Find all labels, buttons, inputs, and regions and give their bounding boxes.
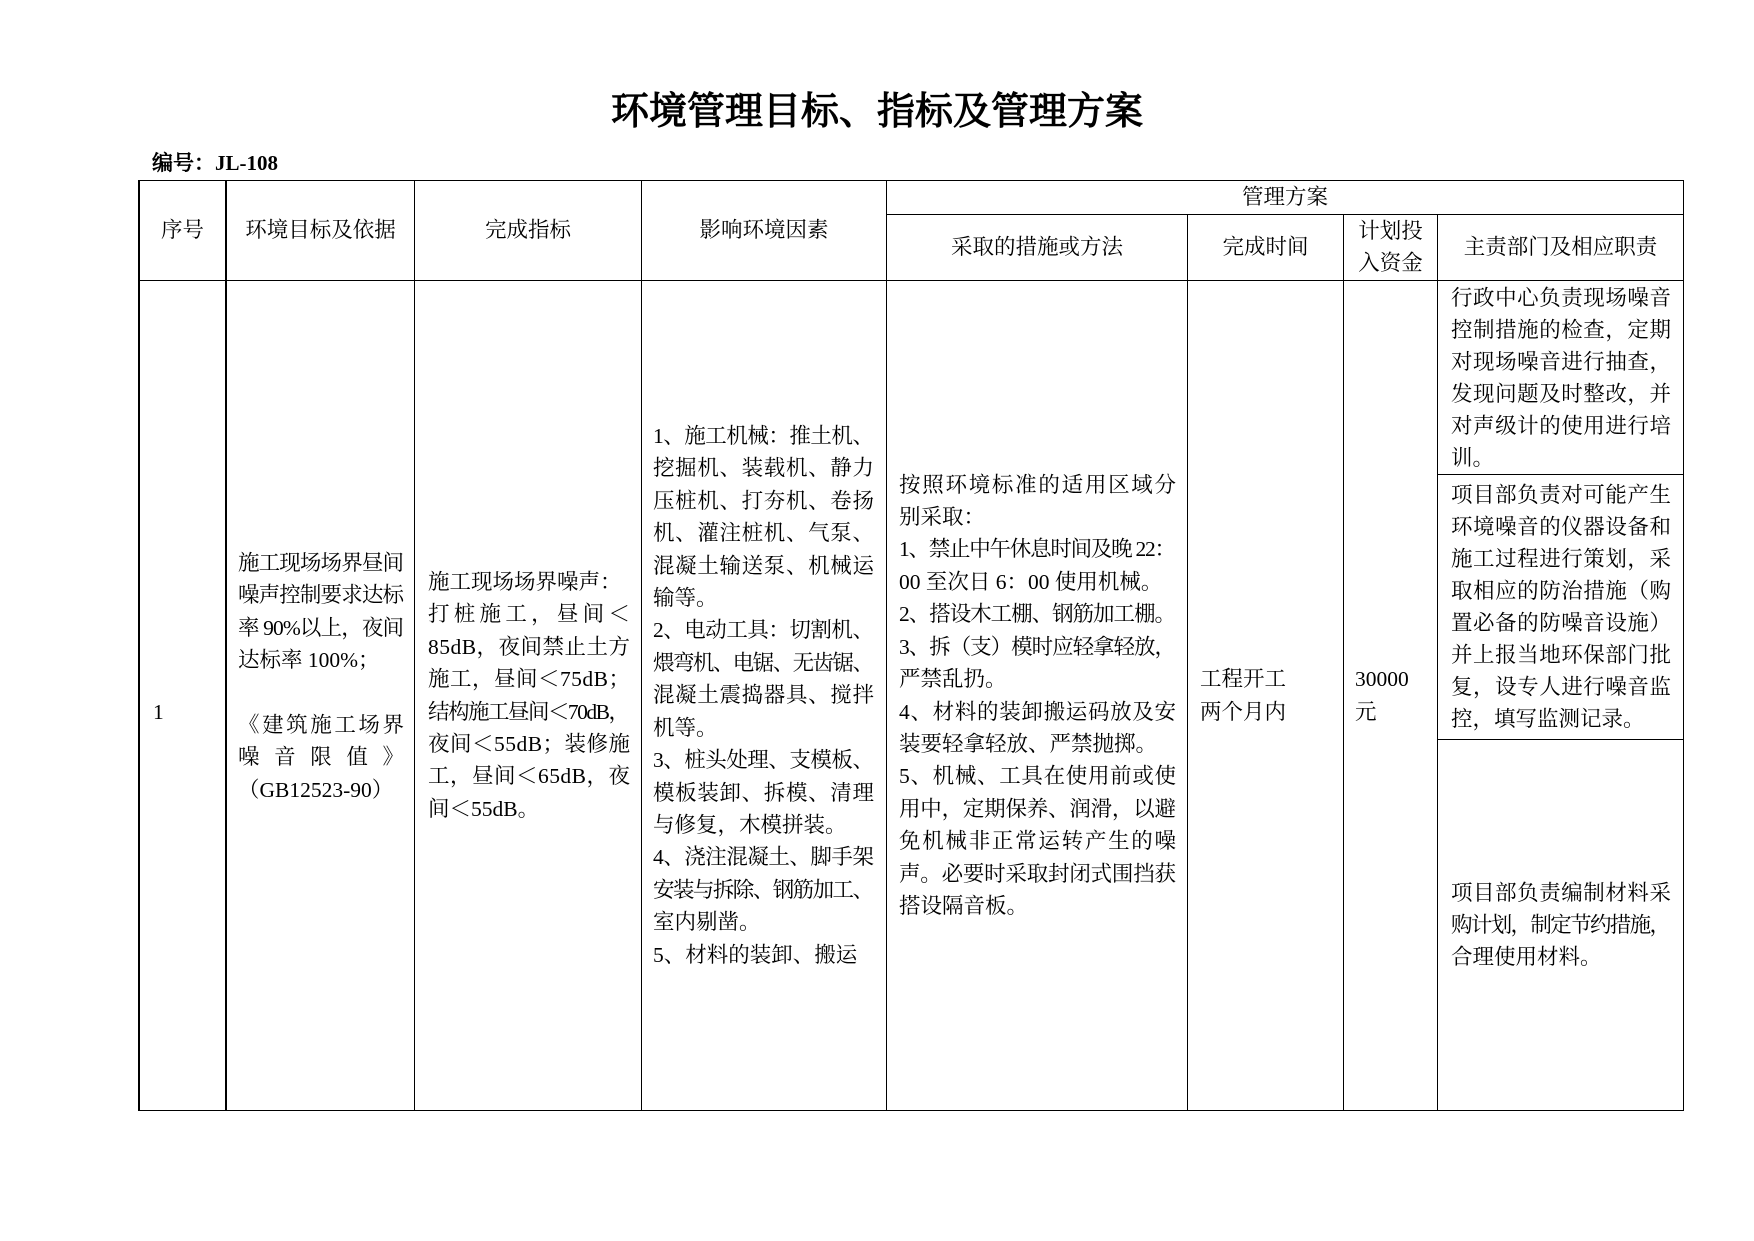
text-line-content: 1、禁止中午休息时间及晚 22： [899,537,1175,562]
text-line [1451,346,1671,378]
text-line-content: 按照环境标准的适用区域分 [899,472,1178,497]
header-responsible-dept [1437,214,1684,281]
document-code-label: 编号： [152,151,215,175]
text-line-content: 施工现场场界昼间 [238,550,404,575]
text-line-content: 3、桩头处理、支模板、 [653,748,874,773]
cell-responsible-dept-3 [1437,739,1684,1111]
text-line [899,631,1176,663]
document-title: 环境管理目标、指标及管理方案 [610,91,1143,133]
paragraph [428,598,635,825]
text-line [653,420,874,452]
text-line-content: 混凝土输送泵、机械运 [653,553,875,578]
cell-responsible-dept-2 [1437,474,1684,740]
paragraph [653,841,874,938]
text-line [1200,696,1335,728]
header-planned-funds-label [1358,216,1423,279]
text-line-content: 对现场噪音进行抽查， [1451,349,1672,374]
paragraph [1200,663,1335,695]
paragraph [1451,479,1671,735]
text-line-content: 环境噪音的仪器设备和 [1451,515,1672,539]
header-measures-label: 采取的措施或方法 [950,234,1123,259]
paragraph [1355,663,1433,695]
text-line [899,501,1176,533]
text-line [899,663,1176,695]
text-line-content: 严禁乱扔。 [899,667,1007,692]
text-line-content: 对声级计的使用进行培 [1451,413,1672,438]
text-line [653,582,874,614]
header-planned-funds-line: 入资金 [1358,250,1423,275]
text-line [238,579,404,611]
text-line [238,709,407,741]
header-goal-basis-label: 环境目标及依据 [245,217,396,242]
paragraph [899,631,1176,696]
text-line [238,644,404,676]
text-line-content: （GB12523-90） [238,777,394,802]
header-planned-funds-line: 计划投 [1358,219,1423,243]
text-line [899,696,1176,728]
row-number: 1 [153,700,164,725]
text-line-content: 挖掘机、装载机、静力 [653,456,875,481]
text-line [1451,314,1671,346]
text-line-content: 两个月内 [1200,699,1287,724]
text-line [1451,442,1671,474]
text-line [899,469,1176,501]
text-line [428,566,630,598]
text-line [653,517,874,549]
header-completion-index [414,180,642,281]
header-seq [138,180,227,281]
text-line-content: 声。必要时采取封闭式围挡获 [899,861,1176,886]
text-line-content: 装要轻拿轻放、严禁抛掷。 [899,731,1158,756]
text-line-content: 输等。 [653,586,718,611]
text-line [899,728,1176,760]
text-line [899,825,1176,857]
document-code-value: JL-108 [215,151,278,175]
text-line [899,566,1176,598]
text-line [1451,941,1671,973]
text-line [1355,663,1433,695]
text-line-content: 室内剔凿。 [653,910,761,935]
header-completion-index-label: 完成指标 [484,217,571,242]
text-line [653,679,874,711]
cell-planned-funds [1343,280,1438,1111]
text-line-content: 2、电动工具：切割机、 [653,618,874,643]
text-line-content: 行政中心负责现场噪音 [1451,285,1672,310]
text-line [428,728,630,760]
text-line-content: 训。 [1451,445,1495,470]
text-line [899,533,1176,565]
paragraph [428,566,630,598]
paragraph [653,939,874,971]
header-planned-funds [1343,214,1438,281]
text-line [1451,639,1671,671]
text-line [428,663,630,695]
text-line-content: 5、机械、工具在使用前或使 [899,764,1177,789]
text-line [653,906,874,938]
header-impact-factors-label: 影响环境因素 [699,217,829,242]
text-line [1355,696,1433,728]
text-line [1451,479,1671,511]
text-line-content: 项目部负责编制材料采 [1451,881,1672,905]
text-line-content: 4、浇注混凝土、脚手架 [653,845,874,870]
header-measures [886,214,1188,281]
header-goal-basis [226,180,415,281]
text-line-content: 结构施工昼间＜70dB， [428,699,629,724]
cell-impact-factors [641,280,887,1111]
header-seq-label: 序号 [160,217,204,242]
text-line-content: 免机械非正常运转产生的噪 [899,829,1178,854]
text-line [428,760,630,792]
text-line [428,793,630,825]
cell-completion-index [414,280,642,1111]
text-line [653,809,874,841]
text-line [1451,378,1671,410]
header-completion-time-label: 完成时间 [1222,234,1309,259]
text-line [1451,909,1671,941]
text-line-content: 控，填写监测记录。 [1451,707,1645,731]
text-line [1451,877,1671,909]
cell-measures [886,280,1188,1111]
text-line [238,774,404,806]
text-line [653,939,874,971]
header-impact-factors [641,180,887,281]
paragraph [238,709,419,806]
cell-goal-basis [226,280,419,1111]
text-line [428,696,630,728]
header-responsible-dept-label: 主责部门及相应职责 [1463,234,1658,259]
text-line [899,890,1176,922]
text-line [238,741,419,773]
text-line-content: 85dB，夜间禁止土方 [428,634,631,659]
text-line [653,647,874,679]
text-line-content: 1、施工机械：推土机、 [653,424,874,449]
text-line-content: 取相应的防治措施（购 [1451,579,1672,603]
document-code [152,151,278,175]
text-line-content: 用中，定期保养、润滑，以避 [899,796,1176,821]
text-line-content: 压桩机、打夯机、卷扬 [653,488,875,513]
text-line [653,874,874,906]
text-line-content: 率 90%以上，夜间 [238,615,404,640]
text-line-content: 施工，昼间＜75dB； [428,667,631,692]
text-line [653,841,874,873]
header-management-plan [886,180,1684,215]
text-line-content: 搭设隔音板。 [899,893,1029,918]
management-plan-table [138,180,1684,1111]
paragraph [1451,282,1671,474]
text-line-content: 工，昼间＜65dB，夜 [428,764,631,789]
text-line-content: 模板装卸、拆模、清理 [653,780,875,805]
text-line-content: 施工过程进行策划，采 [1451,547,1672,571]
header-management-plan-label: 管理方案 [1241,184,1328,209]
text-line [1451,671,1671,703]
text-line-content: 安装与拆除、钢筋加工、 [653,877,873,902]
text-line [238,547,404,579]
text-line [653,744,874,776]
text-line-content: 项目部负责对可能产生 [1451,483,1672,507]
text-line [1451,575,1671,607]
cell-completion-time [1187,280,1344,1111]
paragraph [899,533,1176,598]
text-line [1451,607,1671,639]
text-line [238,612,404,644]
text-line-content: 复，设专人进行噪音监 [1451,675,1672,699]
text-line [428,631,630,663]
text-line-content: 机、灌注桩机、气泵、 [653,521,875,546]
text-line [653,452,874,484]
text-line-content: 元 [1355,699,1377,724]
text-line [428,598,635,630]
text-line-content: 发现问题及时整改，并 [1451,381,1672,406]
text-line-content: 《建筑施工场界 [238,712,407,737]
text-line-content: 合理使用材料。 [1451,945,1602,969]
text-line [899,793,1176,825]
text-line-content: 达标率 100%； [238,648,380,673]
paragraph [1200,696,1335,728]
text-line-content: 混凝土震捣器具、搅拌 [653,683,875,708]
text-line-content: 噪声控制要求达标 [238,583,404,608]
text-line-content: 噪音限值》 [238,745,419,770]
paragraph [899,598,1176,630]
text-line [899,598,1176,630]
text-line [653,485,874,517]
paragraph [653,614,874,744]
cell-responsible-dept-1 [1437,280,1684,475]
text-line-content: 煨弯机、电锯、无齿锯、 [653,650,873,675]
text-line-content: 30000 [1355,667,1409,692]
text-line-content: 工程开工 [1200,667,1287,692]
paragraph [899,469,1176,534]
text-line-content: 3、拆（支）模时应轻拿轻放， [899,634,1175,659]
text-line-content: 间＜55dB。 [428,796,540,821]
paragraph [899,760,1176,922]
text-line-content: 别采取： [899,505,986,530]
text-line-content: 与修复，木模拼装。 [653,812,847,837]
text-line-content: 00 至次日 6：00 使用机械。 [899,569,1163,594]
text-line [899,858,1176,890]
text-line-content: 并上报当地环保部门批 [1451,643,1672,667]
paragraph [1451,877,1671,973]
paragraph [899,696,1176,761]
text-line [653,712,874,744]
paragraph [1355,696,1433,728]
paragraph [653,744,874,841]
text-line-content: 2、搭设木工棚、钢筋加工棚。 [899,602,1175,627]
text-line-content: 置必备的防噪音设施） [1451,611,1672,635]
text-line [653,614,874,646]
cell-seq [138,280,227,1111]
text-line-content: 机等。 [653,715,718,740]
text-line [1451,543,1671,575]
paragraph [653,420,874,614]
text-line-content: 打桩施工，昼间＜ [428,602,635,627]
text-line-content: 控制措施的检查，定期 [1451,317,1672,342]
paragraph [238,547,404,677]
text-line [1200,663,1335,695]
text-line [653,777,874,809]
header-completion-time [1187,214,1344,281]
text-line [653,550,874,582]
text-line [1451,410,1671,442]
text-line [1451,282,1671,314]
text-line [1451,511,1671,543]
text-line-content: 5、材料的装卸、搬运 [653,942,858,967]
text-line [899,760,1176,792]
text-line-content: 4、材料的装卸搬运码放及安 [899,699,1177,724]
text-line-content: 施工现场场界噪声： [428,569,622,594]
text-line-content: 夜间＜55dB；装修施 [428,731,631,756]
text-line [1451,703,1671,735]
text-line-content: 购计划，制定节约措施， [1451,913,1670,937]
